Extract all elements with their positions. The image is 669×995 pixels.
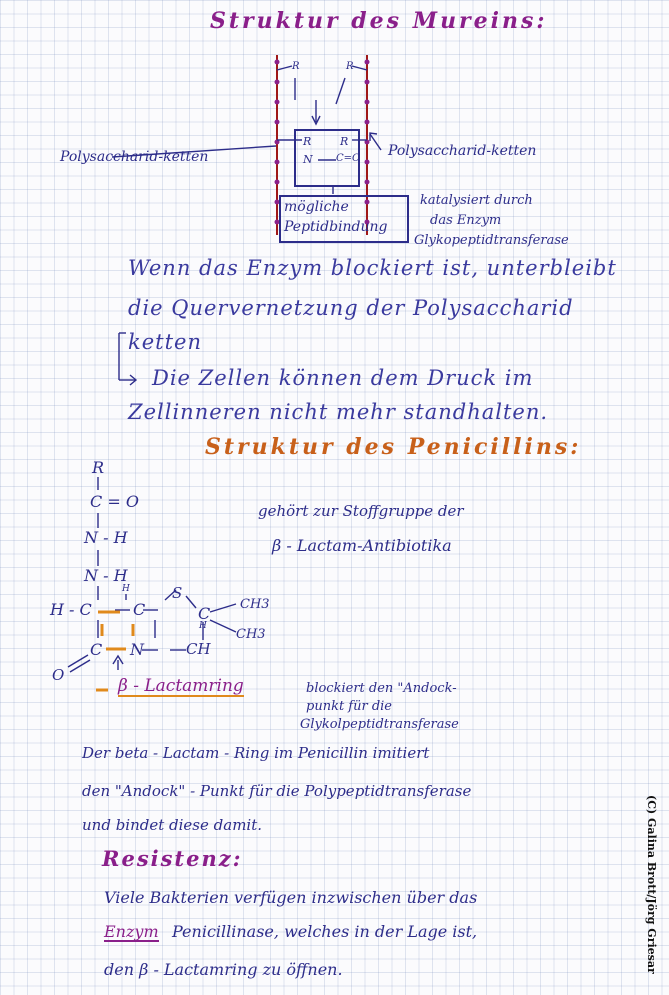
lactam-ring-label: β - Lactamring xyxy=(118,676,244,696)
formula-s: S xyxy=(172,584,183,602)
formula-c-mid: C xyxy=(133,600,146,619)
box-n: N xyxy=(303,153,313,166)
catalysis-note-2: das Enzym xyxy=(430,213,502,228)
murein-title: Struktur des Mureins: xyxy=(210,8,548,34)
formula-ch3b: CH3 xyxy=(236,627,266,642)
penicillin-para-line2: den "Andock" - Punkt für die Polypeptidtransferase xyxy=(82,782,472,800)
murein-r-left: R xyxy=(292,61,300,72)
formula-h-small: H xyxy=(122,584,130,594)
box-r2: R xyxy=(340,135,349,148)
copyright-notice: (C) Galina Brott/Jörg Griesar xyxy=(645,795,658,974)
formula-h-small2: H xyxy=(199,621,207,631)
murein-r-right: R xyxy=(346,61,354,72)
penicillin-group-line2: β - Lactam-Antibiotika xyxy=(272,536,452,555)
box-r1: R xyxy=(303,135,312,148)
formula-nh2: N - H xyxy=(84,566,128,585)
formula-ch: CH xyxy=(186,640,211,658)
label-chains-left: Polysaccharid-ketten xyxy=(60,149,209,165)
penicillin-para-line3: und bindet diese damit. xyxy=(82,816,263,834)
ring-note-2: punkt für die xyxy=(306,699,393,714)
ring-note-1: blockiert den "Andock- xyxy=(306,681,457,696)
murein-para1-line2: die Quervernetzung der Polysaccharid xyxy=(128,296,574,320)
peptide-box-line1: mögliche xyxy=(284,199,349,215)
resistenz-enzym-word: Enzym xyxy=(104,922,159,941)
label-chains-right: Polysaccharid-ketten xyxy=(388,143,537,159)
resistenz-line1: Viele Bakterien verfügen inzwischen über das xyxy=(104,888,478,907)
formula-r: R xyxy=(92,458,105,477)
ring-note-3: Glykolpeptidtransferase xyxy=(300,717,459,732)
formula-h-left: H - C xyxy=(50,600,92,619)
formula-ch3a: CH3 xyxy=(240,597,270,612)
resistenz-line2: Penicillinase, welches in der Lage ist, xyxy=(172,922,478,941)
resistenz-line3: den β - Lactamring zu öffnen. xyxy=(104,960,343,979)
murein-para2-line1: Die Zellen können dem Druck im xyxy=(152,366,534,390)
catalysis-note-1: katalysiert durch xyxy=(420,193,533,208)
resistenz-title: Resistenz: xyxy=(102,846,243,871)
penicillin-para-line1: Der beta - Lactam - Ring im Penicillin imitiert xyxy=(82,744,430,762)
penicillin-group-line1: gehört zur Stoffgruppe der xyxy=(258,502,464,520)
murein-para2-line2: Zellinneren nicht mehr standhalten. xyxy=(128,400,549,424)
formula-co: C = O xyxy=(90,492,139,511)
formula-n-low: N xyxy=(130,640,144,659)
formula-o: O xyxy=(52,666,65,684)
penicillin-title: Struktur des Penicillins: xyxy=(205,434,582,460)
murein-para1-line3: ketten xyxy=(128,330,202,354)
formula-c-low: C xyxy=(90,640,103,659)
box-co: C=O xyxy=(336,153,361,164)
murein-para1-line1: Wenn das Enzym blockiert ist, unterbleibt xyxy=(128,256,617,280)
formula-nh1: N - H xyxy=(84,528,128,547)
formula-c-right: C xyxy=(198,604,211,623)
catalysis-note-3: Glykopeptidtransferase xyxy=(414,233,569,248)
peptide-box-line2: Peptidbindung xyxy=(284,219,388,235)
